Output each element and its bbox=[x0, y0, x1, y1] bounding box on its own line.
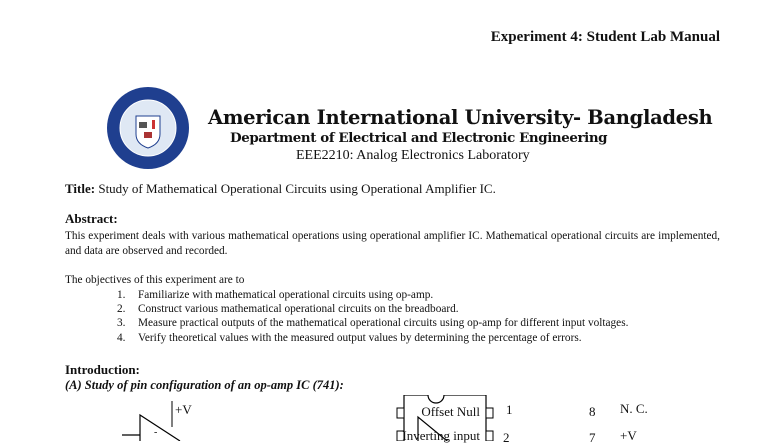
abstract-heading: Abstract: bbox=[65, 211, 118, 226]
objective-number: 3. bbox=[117, 317, 126, 329]
department-name: Department of Electrical and Electronic Engineering bbox=[230, 130, 608, 146]
pin8-number: 8 bbox=[589, 404, 596, 419]
section-a-heading: (A) Study of pin configuration of an op-amp IC (741): bbox=[65, 378, 344, 392]
objectives-intro: The objectives of this experiment are to bbox=[65, 274, 245, 286]
objective-text: Measure practical outputs of the mathematical operational circuits using op-amp for different input voltages. bbox=[138, 317, 629, 329]
objective-text: Construct various mathematical operational circuits on the breadboard. bbox=[138, 303, 459, 315]
university-logo bbox=[106, 86, 190, 170]
page-header: Experiment 4: Student Lab Manual bbox=[490, 29, 720, 45]
introduction-heading: Introduction: bbox=[65, 362, 140, 377]
objective-text: Verify theoretical values with the measured output values by determining the percentage of errors. bbox=[138, 332, 582, 344]
title-text: Study of Mathematical Operational Circuits using Operational Amplifier IC. bbox=[95, 181, 496, 196]
objective-text: Familiarize with mathematical operational circuits using op-amp. bbox=[138, 289, 434, 301]
pin7-label: +V bbox=[620, 428, 637, 443]
pin7-number: 7 bbox=[589, 430, 596, 445]
experiment-title bbox=[65, 181, 496, 197]
vplus-label: +V bbox=[175, 402, 192, 417]
pin2-label: Inverting input bbox=[402, 428, 480, 443]
objective-number: 4. bbox=[117, 332, 126, 344]
pin1-number: 1 bbox=[506, 402, 513, 417]
opamp-diagram bbox=[0, 395, 784, 441]
pin1-label: Offset Null bbox=[421, 404, 480, 419]
pin8-label: N. C. bbox=[620, 401, 648, 416]
objective-number: 2. bbox=[117, 303, 126, 315]
title-label: Title: bbox=[65, 181, 96, 196]
pin2-number: 2 bbox=[503, 430, 510, 445]
abstract-text: This experiment deals with various mathematical operations using operational amplifier IC. Mathematical operational circuits are implemented, and data are observed and recorded. bbox=[65, 230, 720, 257]
university-name: American International University- Bangladesh bbox=[208, 106, 713, 129]
course-name: EEE2210: Analog Electronics Laboratory bbox=[296, 148, 530, 163]
minus-label: - bbox=[154, 427, 158, 438]
objective-number: 1. bbox=[117, 289, 126, 301]
